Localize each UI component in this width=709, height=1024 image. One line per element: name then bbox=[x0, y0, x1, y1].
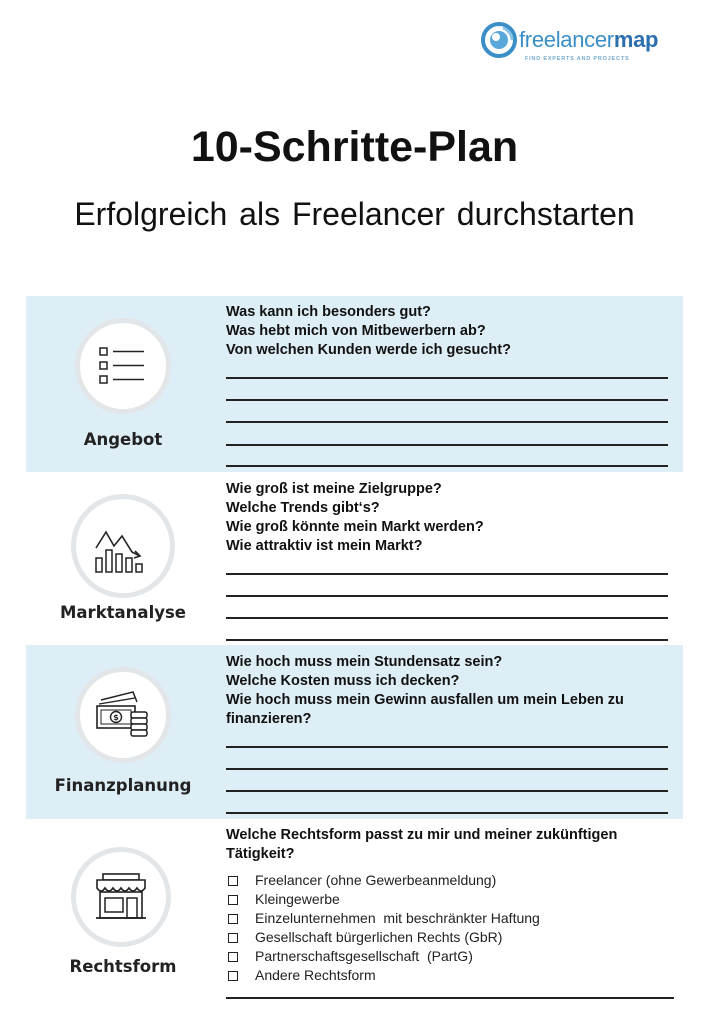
section-icon-circle bbox=[75, 667, 171, 763]
answer-line bbox=[226, 377, 668, 379]
option-label: Einzelunternehmen mit beschränkter Haftung bbox=[255, 910, 540, 926]
legal-form-option[interactable] bbox=[228, 928, 540, 947]
legal-form-option[interactable] bbox=[228, 966, 540, 985]
section-questions bbox=[226, 826, 666, 864]
section-label: Marktanalyse bbox=[60, 603, 186, 622]
checkbox[interactable] bbox=[228, 914, 238, 924]
answer-line bbox=[226, 465, 668, 467]
answer-line bbox=[226, 595, 668, 597]
section-questions bbox=[226, 653, 676, 729]
question: Was hebt mich von Mitbewerbern ab? bbox=[226, 323, 486, 339]
question: Welche Trends gibt‘s? bbox=[226, 500, 380, 516]
section-icon-circle bbox=[71, 494, 175, 598]
section-questions bbox=[226, 480, 676, 556]
legal-form-checklist bbox=[228, 871, 540, 985]
money-icon bbox=[93, 688, 153, 742]
page-subtitle: Erfolgreich als Freelancer durchstarten bbox=[74, 196, 635, 232]
checkbox[interactable] bbox=[228, 933, 238, 943]
option-label: Andere Rechtsform bbox=[255, 967, 376, 983]
checkbox[interactable] bbox=[228, 952, 238, 962]
section-rechtsform bbox=[26, 819, 683, 1024]
legal-form-option[interactable] bbox=[228, 947, 540, 966]
answer-line bbox=[226, 639, 668, 641]
question: Wie groß ist meine Zielgruppe? bbox=[226, 481, 442, 497]
answer-line bbox=[226, 790, 668, 792]
section-label: Finanzplanung bbox=[54, 776, 192, 795]
logo-tagline: FIND EXPERTS AND PROJECTS bbox=[525, 56, 630, 62]
option-label: Kleingewerbe bbox=[255, 891, 340, 907]
question: Wie hoch muss mein Stundensatz sein? bbox=[226, 654, 503, 670]
question: Was kann ich besonders gut? bbox=[226, 304, 431, 320]
option-label: Gesellschaft bürgerlichen Rechts (GbR) bbox=[255, 929, 503, 945]
checklist-icon bbox=[96, 342, 150, 390]
answer-line bbox=[226, 421, 668, 423]
answer-line bbox=[226, 573, 668, 575]
logo-word-part1: freelancer bbox=[519, 27, 614, 52]
question: Von welchen Kunden werde ich gesucht? bbox=[226, 342, 511, 358]
market-chart-icon bbox=[92, 516, 154, 576]
section-label: Rechtsform bbox=[69, 957, 177, 976]
answer-line bbox=[226, 444, 668, 446]
answer-line bbox=[226, 768, 668, 770]
answer-line bbox=[226, 997, 674, 999]
page-title: 10-Schritte-Plan bbox=[190, 123, 519, 171]
answer-line bbox=[226, 812, 668, 814]
question: Wie hoch muss mein Gewinn ausfallen um mein Leben zu finanzieren? bbox=[226, 692, 624, 727]
section-icon-circle bbox=[71, 847, 171, 947]
question: Welche Rechtsform passt zu mir und meiner zukünftigen Tätigkeit? bbox=[226, 827, 618, 862]
question: Wie attraktiv ist mein Markt? bbox=[226, 538, 423, 554]
question: Wie groß könnte mein Markt werden? bbox=[226, 519, 484, 535]
svg-text:$: $ bbox=[113, 713, 119, 722]
answer-line bbox=[226, 746, 668, 748]
logo-word-part2: map bbox=[613, 27, 659, 52]
logo-wordmark bbox=[519, 27, 658, 53]
checkbox[interactable] bbox=[228, 876, 238, 886]
section-marktanalyse bbox=[26, 472, 683, 645]
storefront-icon bbox=[93, 872, 149, 922]
answer-line bbox=[226, 617, 668, 619]
freelancermap-logo-icon bbox=[481, 22, 517, 58]
legal-form-option[interactable] bbox=[228, 909, 540, 928]
checkbox[interactable] bbox=[228, 895, 238, 905]
legal-form-option[interactable] bbox=[228, 890, 540, 909]
freelancermap-logo bbox=[481, 22, 681, 68]
checkbox[interactable] bbox=[228, 971, 238, 981]
section-angebot bbox=[26, 296, 683, 472]
section-finanzplanung bbox=[26, 645, 683, 819]
answer-line bbox=[226, 399, 668, 401]
option-label: Freelancer (ohne Gewerbeanmeldung) bbox=[255, 872, 497, 888]
section-label: Angebot bbox=[83, 430, 163, 449]
section-icon-circle bbox=[75, 318, 171, 414]
section-questions bbox=[226, 303, 676, 360]
legal-form-option[interactable] bbox=[228, 871, 540, 890]
question: Welche Kosten muss ich decken? bbox=[226, 673, 460, 689]
option-label: Partnerschaftsgesellschaft (PartG) bbox=[255, 948, 473, 964]
